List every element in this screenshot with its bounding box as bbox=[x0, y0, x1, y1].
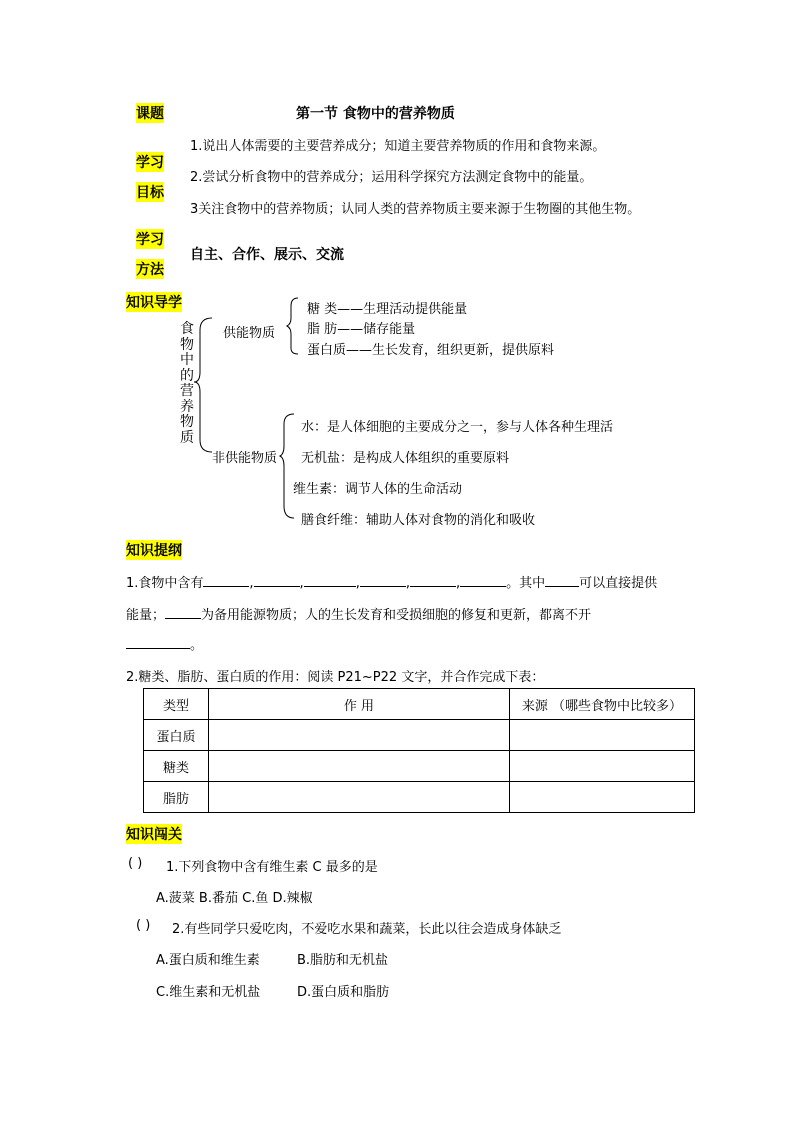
table-header-type: 类型 bbox=[144, 689, 209, 720]
method-text: 自主、合作、展示、交流 bbox=[190, 247, 344, 263]
objective-item: 3关注食物中的营养物质；认同人类的营养物质主要来源于生物圈的其他生物。 bbox=[190, 202, 641, 217]
page-title: 第一节 食物中的营养物质 bbox=[296, 106, 455, 122]
quiz-option: D.蛋白质和脂肪 bbox=[297, 985, 390, 1000]
table-row-label: 糖类 bbox=[144, 751, 209, 782]
fill-blank[interactable] bbox=[360, 572, 406, 587]
non-energy-item: 膳食纤维：辅助人体对食物的消化和吸收 bbox=[301, 513, 536, 528]
table-cell-function[interactable] bbox=[209, 720, 510, 751]
quiz-option: B.脂肪和无机盐 bbox=[297, 953, 389, 968]
fill-blank[interactable] bbox=[126, 634, 190, 649]
outline-heading: 知识提纲 bbox=[126, 540, 182, 560]
nutrient-table bbox=[143, 688, 695, 813]
energy-item: 蛋白质——生长发育，组织更新，提供原料 bbox=[307, 343, 555, 358]
fill-blank[interactable] bbox=[460, 572, 506, 587]
quiz-question-1-options: A.菠菜 B.番茄 C.鱼 D.辣椒 bbox=[156, 891, 313, 906]
method-label-2: 方法 bbox=[136, 259, 164, 279]
energy-group-label: 供能物质 bbox=[223, 326, 276, 341]
fill-blank[interactable] bbox=[545, 572, 579, 587]
energy-item: 脂 肪——储存能量 bbox=[307, 322, 416, 337]
quiz-option: C.维生素和无机盐 bbox=[156, 985, 261, 1000]
table-cell-function[interactable] bbox=[209, 751, 510, 782]
table-row bbox=[144, 782, 695, 813]
non-energy-item: 维生素：调节人体的生命活动 bbox=[293, 482, 463, 497]
table-row-label: 脂肪 bbox=[144, 782, 209, 813]
outline-question-2: 2.糖类、脂肪、蛋白质的作用：阅读 P21~P22 文字，并合作完成下表： bbox=[126, 670, 545, 685]
table-header-function: 作 用 bbox=[209, 689, 510, 720]
table-row bbox=[144, 751, 695, 782]
quiz-option: A.蛋白质和维生素 bbox=[156, 953, 260, 968]
guide-heading: 知识导学 bbox=[126, 292, 182, 312]
energy-item: 糖 类——生理活动提供能量 bbox=[307, 302, 468, 317]
outline-question-1: 1.食物中含有 , , , , , 。其中 可以直接提供 bbox=[126, 572, 657, 591]
table-cell-function[interactable] bbox=[209, 782, 510, 813]
fill-blank[interactable] bbox=[254, 572, 300, 587]
quiz-answer-paren[interactable]: ( ) bbox=[136, 918, 151, 933]
table-row bbox=[144, 720, 695, 751]
objectives-label-2: 目标 bbox=[136, 182, 164, 202]
fill-blank[interactable] bbox=[410, 572, 456, 587]
table-cell-source[interactable] bbox=[510, 751, 695, 782]
fill-blank[interactable] bbox=[304, 572, 356, 587]
fill-blank[interactable] bbox=[203, 572, 249, 587]
method-label-1: 学习 bbox=[136, 229, 164, 249]
objectives-label-1: 学习 bbox=[136, 152, 164, 172]
fill-blank[interactable] bbox=[165, 604, 201, 619]
quiz-question-2: 2.有些同学只爱吃肉，不爱吃水果和蔬菜，长此以往会造成身体缺乏 bbox=[172, 922, 562, 937]
quiz-heading: 知识闯关 bbox=[126, 824, 182, 844]
non-energy-item: 无机盐：是构成人体组织的重要原料 bbox=[301, 451, 510, 466]
quiz-question-1: 1.下列食物中含有维生素 C 最多的是 bbox=[166, 860, 378, 875]
table-cell-source[interactable] bbox=[510, 782, 695, 813]
quiz-answer-paren[interactable]: ( ) bbox=[128, 856, 143, 871]
table-row-label: 蛋白质 bbox=[144, 720, 209, 751]
outline-question-1-line-3: 。 bbox=[126, 634, 203, 653]
non-energy-item: 水：是人体细胞的主要成分之一，参与人体各种生理活 bbox=[301, 420, 614, 435]
objective-item: 2.尝试分析食物中的营养成分；运用科学探究方法测定食物中的能量。 bbox=[190, 170, 593, 185]
table-header-row bbox=[144, 689, 695, 720]
guide-root-vertical: 食物中的营养物质 bbox=[180, 321, 194, 446]
objective-item: 1.说出人体需要的主要营养成分；知道主要营养物质的作用和食物来源。 bbox=[190, 139, 606, 154]
table-header-source: 来源 （哪些食物中比较多） bbox=[510, 689, 695, 720]
outline-question-1-line-2: 能量； 为备用能源物质；人的生长发育和受损细胞的修复和更新，都离不开 bbox=[126, 604, 591, 623]
table-cell-source[interactable] bbox=[510, 720, 695, 751]
course-label: 课题 bbox=[136, 103, 164, 123]
non-energy-group-label: 非供能物质 bbox=[212, 451, 278, 466]
